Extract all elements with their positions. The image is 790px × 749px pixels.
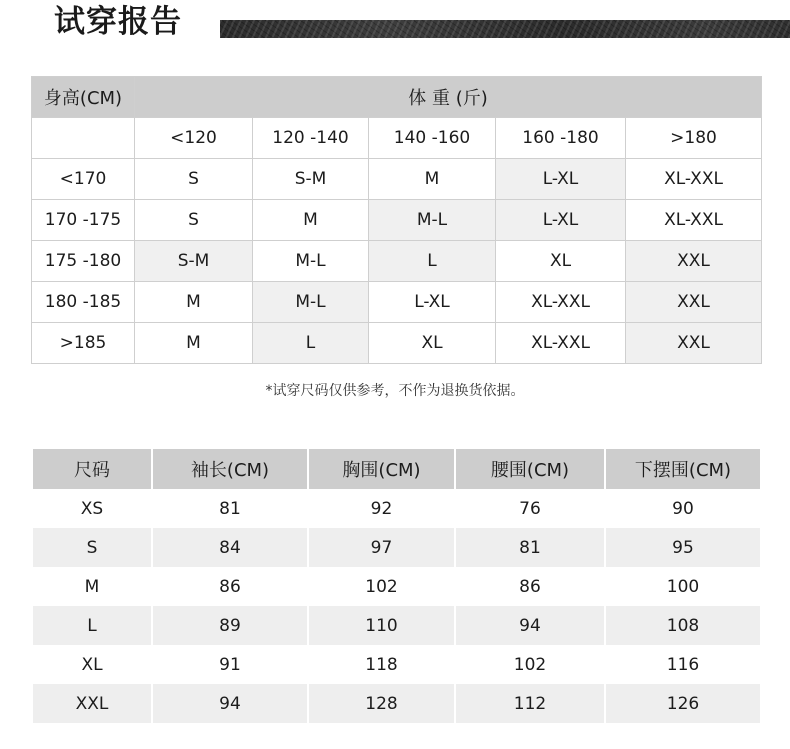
size-cell: XXL [626,323,762,364]
weight-range-cell: 160 -180 [496,118,626,159]
table-row [33,684,760,723]
size-cell: M [253,200,369,241]
table-cell: S [33,528,152,567]
height-range-cell: 170 -175 [32,200,135,241]
height-range-cell: >185 [32,323,135,364]
table-row [33,606,760,645]
column-header: 腰围(CM) [455,449,605,489]
size-cell: XXL [626,282,762,323]
table-cell: 100 [666,576,700,597]
size-cell: M [135,323,253,364]
size-cell: XL [496,241,626,282]
title-decorative-bar [220,20,790,38]
table-row [32,323,762,364]
table-cell: 86 [455,567,605,606]
table-cell: 102 [455,645,605,684]
table-cell: 95 [605,528,760,567]
weight-range-cell: 140 -160 [369,118,496,159]
size-recommendation-table [31,76,762,364]
size-cell: M [369,159,496,200]
table-row [33,567,760,606]
table-row [32,282,762,323]
table-cell: 128 [308,684,455,723]
size-cell: XL-XXL [626,159,762,200]
height-range-cell: <170 [32,159,135,200]
column-header: 袖长(CM) [152,449,308,489]
table-row [33,528,760,567]
size-cell: S [135,200,253,241]
weight-header: 体 重 (斤) [135,77,762,118]
table-cell: 110 [308,606,455,645]
size-cell: L-XL [496,200,626,241]
size-cell: M [135,282,253,323]
size-cell: S [135,159,253,200]
table-row [33,489,760,528]
weight-range-cell: <120 [135,118,253,159]
weight-range-cell: 120 -140 [253,118,369,159]
table-row [32,159,762,200]
table-cell: 102 [308,567,455,606]
table-row [33,645,760,684]
size-cell: M-L [369,200,496,241]
column-header: 胸围(CM) [308,449,455,489]
size-cell: S-M [135,241,253,282]
table-cell: M [33,567,152,606]
size-cell: XL-XXL [626,200,762,241]
table-cell: XS [33,489,152,528]
table-cell: L [33,606,152,645]
size-cell: XL-XXL [496,323,626,364]
size-cell: M-L [253,282,369,323]
table-row [32,200,762,241]
measurement-table [33,449,760,723]
height-header: 身高(CM) [32,77,135,118]
table-cell: 97 [308,528,455,567]
table-cell: 118 [308,645,455,684]
size-cell: XL [369,323,496,364]
table-cell: 84 [152,528,308,567]
table-cell: 126 [605,684,760,723]
table-cell: 92 [308,489,455,528]
height-range-cell: 180 -185 [32,282,135,323]
table-row [32,241,762,282]
table-cell: 108 [605,606,760,645]
table-cell: 86 [152,567,308,606]
size-cell: L [253,323,369,364]
table-cell: XL [33,645,152,684]
size-cell: L-XL [369,282,496,323]
disclaimer-note: *试穿尺码仅供参考，不作为退换货依据。 [265,383,525,399]
size-cell: S-M [253,159,369,200]
size-cell: XXL [626,241,762,282]
column-header: 下摆围(CM) [605,449,760,489]
column-header: 尺码 [33,449,152,489]
table-cell: 89 [152,606,308,645]
size-cell: XL-XXL [496,282,626,323]
table-cell: 116 [666,654,700,675]
table-cell: 90 [672,498,694,519]
size-cell: M-L [253,241,369,282]
table-cell: 76 [455,489,605,528]
page-title: 试穿报告 [54,4,182,40]
table-cell: XXL [33,684,152,723]
size-cell: L-XL [496,159,626,200]
table-cell: 94 [455,606,605,645]
table-cell: 81 [152,489,308,528]
height-range-cell: 175 -180 [32,241,135,282]
table-cell: 94 [152,684,308,723]
empty-corner-cell [32,118,135,159]
table-cell: 112 [455,684,605,723]
weight-range-cell: >180 [626,118,762,159]
size-cell: L [369,241,496,282]
table-cell: 91 [152,645,308,684]
table-cell: 81 [455,528,605,567]
